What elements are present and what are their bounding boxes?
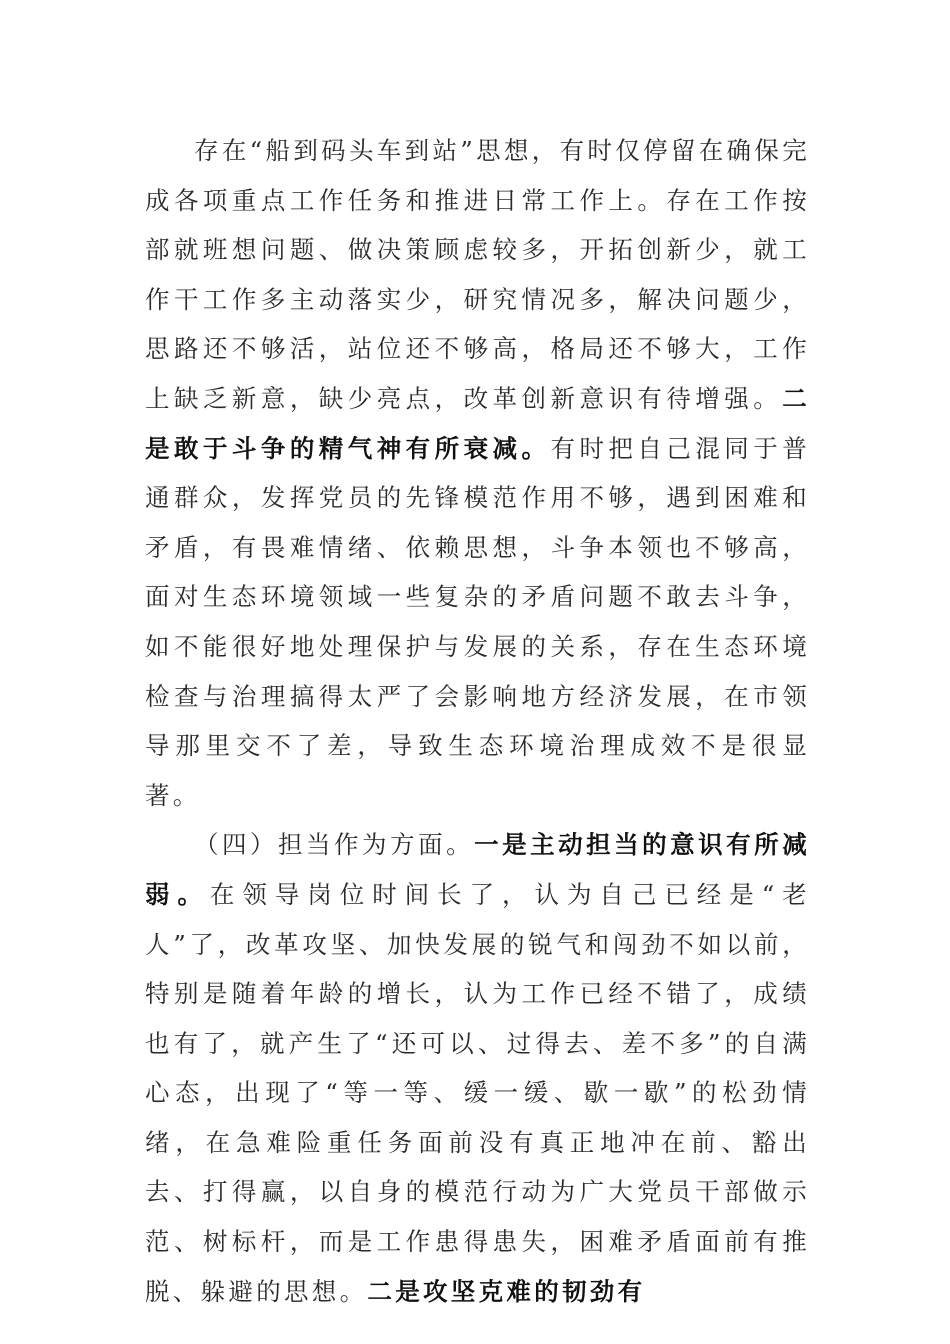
paragraph-2-text: 在领导岗位时间长了，认为自己已经是“老人”了，改革攻坚、加快发展的锐气和闯劲不如以前，特别是随着年龄的增长，认为工作已经不错了，成绩也有了，就产生了“还可以、过得去、差不多”的自满心态，出现了“等一等、缓一缓、歇一歇”的松劲情绪，在急难险重任务面前没有真正地冲在前、豁出去、打得赢，以自身的模范行动为广大党员干部做示范、树标杆，而是工作患得患失，困难矛盾面前有推脱、躲避的思想。: [145, 879, 810, 1306]
paragraph-2-bold-heading-2: 二是攻坚克难的韧劲有: [367, 1276, 646, 1306]
paragraph-2: [145, 820, 810, 1316]
paragraph-2-bold-heading-1: 一是主动担当的意识有所减弱。: [145, 830, 810, 909]
paragraph-1-text-b: 有时把自己混同于普通群众，发挥党员的先锋模范作用不够，遇到困难和矛盾，有畏难情绪、依赖思想，斗争本领也不够高，面对生态环境领域一些复杂的矛盾问题不敢去斗争，如不能很好地处理保护与发展的关系，存在生态环境检查与治理搞得太严了会影响地方经济发展，在市领导那里交不了差，导致生态环境治理成效不是很显著。: [145, 433, 811, 810]
paragraph-1-text-a: 存在“船到码头车到站”思想，有时仅停留在确保完成各项重点工作任务和推进日常工作上。存在工作按部就班想问题、做决策顾虑较多，开拓创新少，就工作干工作多主动落实少，研究情况多，解决问题少，思路还不够活，站位还不够高，格局还不够大，工作上缺乏新意，缺少亮点，改革创新意识有待增强。: [145, 136, 810, 413]
document-body: [145, 126, 810, 1316]
section-heading-4: （四）担当作为方面。: [194, 830, 475, 860]
paragraph-1: [145, 126, 810, 820]
paragraph-1-bold-heading: 二是敢于斗争的精气神有所衰减。: [145, 383, 810, 463]
